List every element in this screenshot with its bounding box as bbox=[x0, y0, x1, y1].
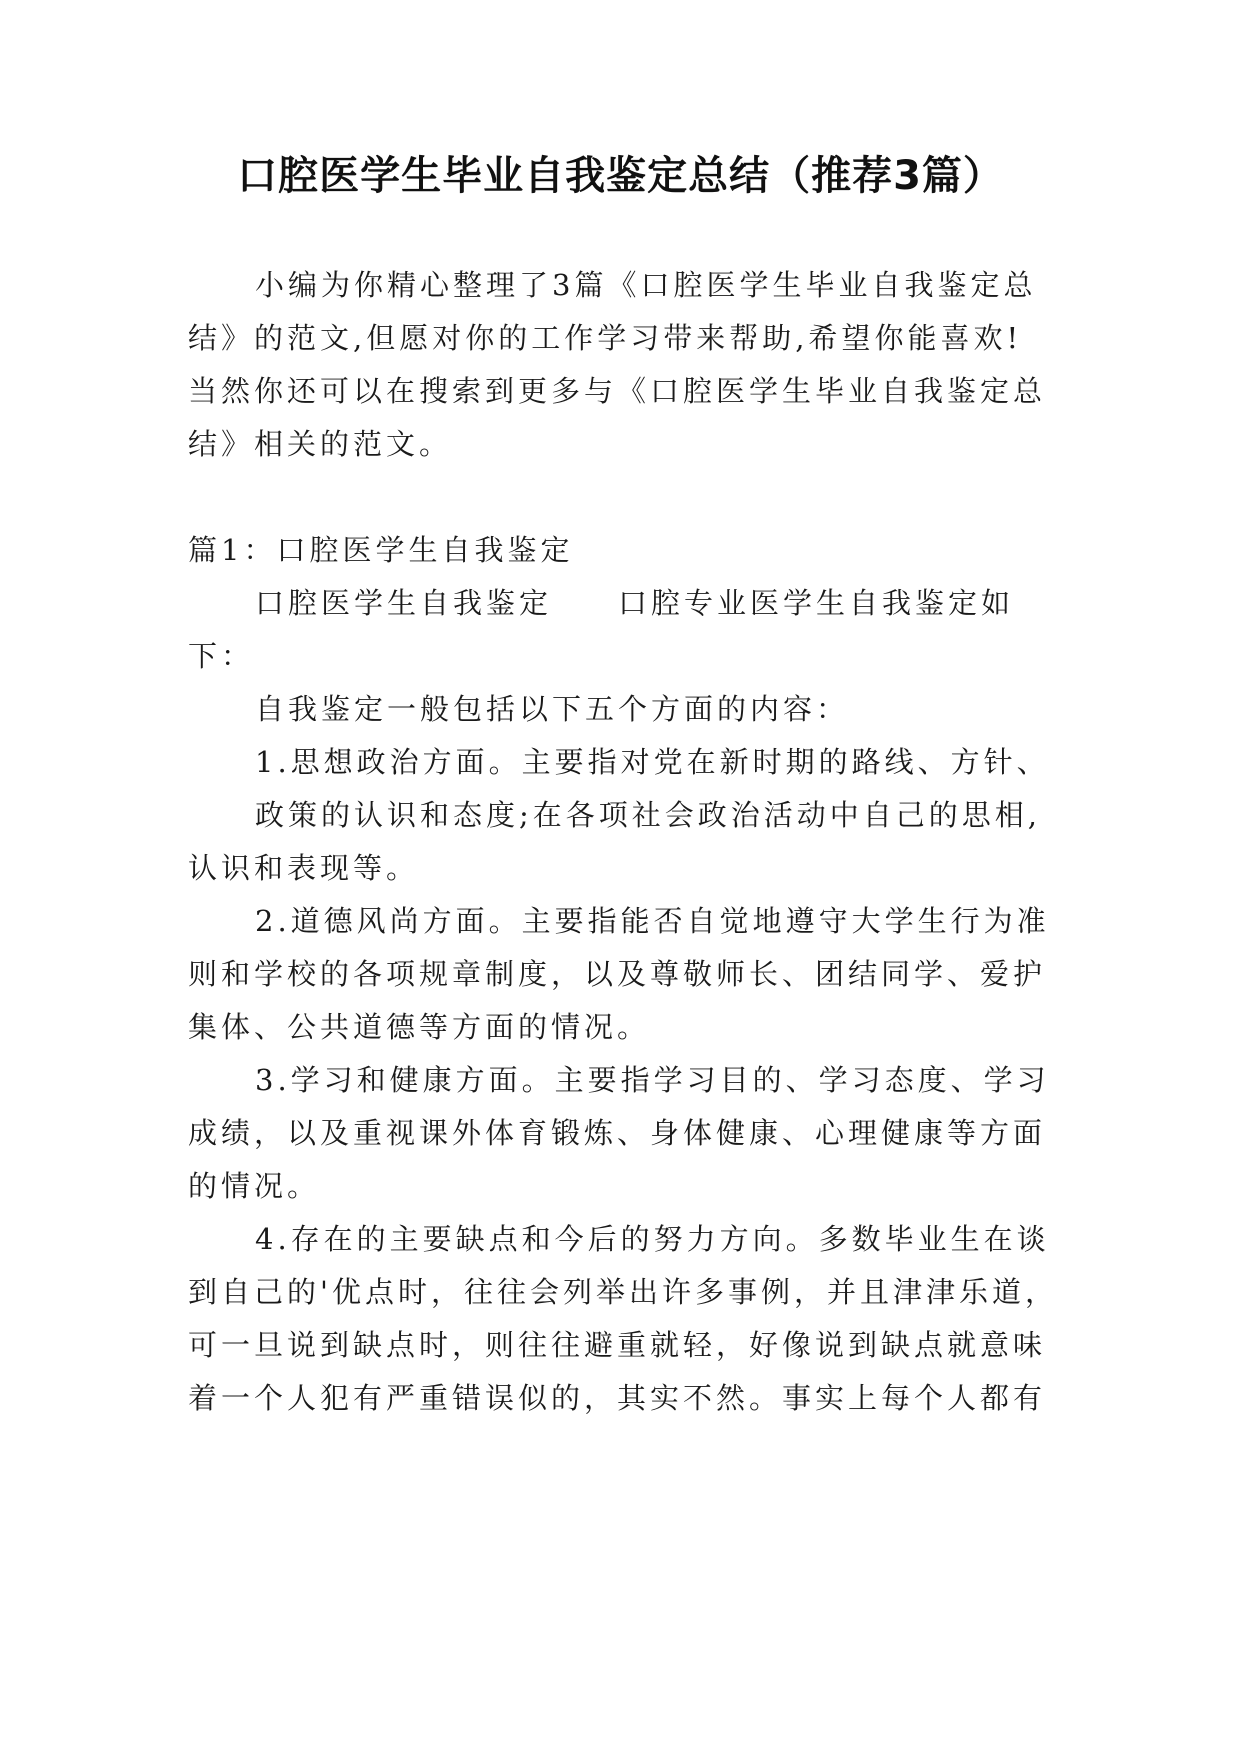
paragraph-line: 口腔医学生自我鉴定 口腔专业医学生自我鉴定如 bbox=[255, 586, 1015, 620]
paragraph-line: 认识和表现等。 bbox=[188, 851, 420, 885]
paragraph-line: 3.学习和健康方面。主要指学习目的、学习态度、学习 bbox=[255, 1063, 1050, 1097]
paragraph-line: 4.存在的主要缺点和今后的努力方向。多数毕业生在谈 bbox=[255, 1222, 1050, 1256]
section-heading: 篇1：口腔医学生自我鉴定 bbox=[188, 533, 574, 567]
paragraph-line: 可一旦说到缺点时，则往往避重就轻，好像说到缺点就意味 bbox=[188, 1328, 1047, 1362]
paragraph-line: 着一个人犯有严重错误似的，其实不然。事实上每个人都有 bbox=[188, 1381, 1047, 1415]
paragraph-line: 下： bbox=[188, 639, 255, 673]
paragraph-line: 的情况。 bbox=[188, 1169, 321, 1203]
paragraph-line: 集体、公共道德等方面的情况。 bbox=[188, 1010, 651, 1044]
document-title: 口腔医学生毕业自我鉴定总结（推荐3篇） bbox=[237, 153, 1004, 199]
paragraph-line: 结》相关的范文。 bbox=[188, 427, 453, 461]
paragraph-line: 则和学校的各项规章制度，以及尊敬师长、团结同学、爱护 bbox=[188, 957, 1047, 991]
paragraph-line: 结》的范文,但愿对你的工作学习带来帮助,希望你能喜欢! bbox=[188, 321, 1023, 355]
paragraph-line: 1.思想政治方面。主要指对党在新时期的路线、方针、 bbox=[255, 745, 1050, 779]
paragraph-line: 政策的认识和态度;在各项社会政治活动中自己的思相, bbox=[255, 798, 1041, 832]
paragraph-line: 自我鉴定一般包括以下五个方面的内容： bbox=[255, 692, 850, 726]
paragraph-line: 小编为你精心整理了3篇《口腔医学生毕业自我鉴定总 bbox=[255, 268, 1037, 302]
paragraph-line: 成绩，以及重视课外体育锻炼、身体健康、心理健康等方面 bbox=[188, 1116, 1047, 1150]
paragraph-line: 到自己的'优点时，往往会列举出许多事例，并且津津乐道， bbox=[188, 1275, 1058, 1309]
paragraph-line: 2.道德风尚方面。主要指能否自觉地遵守大学生行为准 bbox=[255, 904, 1050, 938]
paragraph-line: 当然你还可以在搜索到更多与《口腔医学生毕业自我鉴定总 bbox=[188, 374, 1047, 408]
